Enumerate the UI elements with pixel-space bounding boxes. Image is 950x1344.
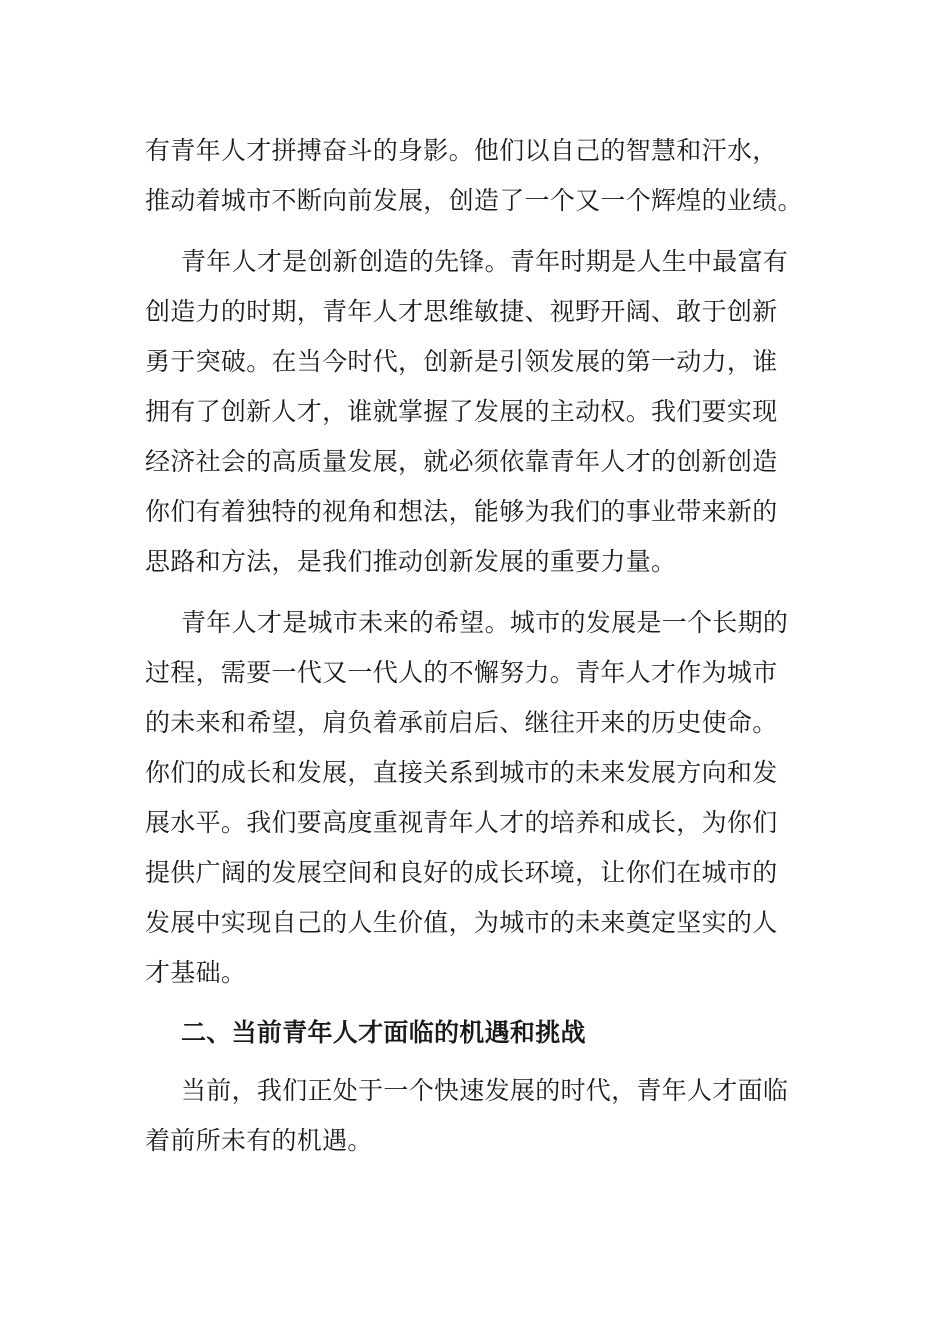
paragraph-line: 青年人才是城市未来的希望。城市的发展是一个长期的 [181, 608, 789, 637]
paragraph-line: 创造力的时期，青年人才思维敏捷、视野开阔、敢于创新 [145, 297, 778, 326]
paragraph-line: 推动着城市不断向前发展，创造了一个又一个辉煌的业绩。 [145, 186, 803, 215]
paragraph-line: 发展中实现自己的人生价值，为城市的未来奠定坚实的人 [145, 908, 778, 937]
paragraph-line: 才基础。 [145, 958, 247, 987]
paragraph-line: 你们有着独特的视角和想法，能够为我们的事业带来新的 [145, 497, 778, 526]
paragraph-line: 的未来和希望，肩负着承前启后、继往开来的历史使命。 [145, 708, 778, 737]
paragraph-line: 思路和方法，是我们推动创新发展的重要力量。 [145, 547, 677, 576]
paragraph-line: 当前，我们正处于一个快速发展的时代，青年人才面临 [181, 1076, 789, 1105]
paragraph-line: 勇于突破。在当今时代，创新是引领发展的第一动力，谁 [145, 347, 778, 376]
paragraph-line: 着前所未有的机遇。 [145, 1126, 373, 1155]
paragraph-line: 过程，需要一代又一代人的不懈努力。青年人才作为城市 [145, 658, 778, 687]
paragraph-line: 经济社会的高质量发展，就必须依靠青年人才的创新创造 [145, 447, 778, 476]
paragraph-line: 有青年人才拼搏奋斗的身影。他们以自己的智慧和汗水， [145, 136, 778, 165]
paragraph-line: 提供广阔的发展空间和良好的成长环境，让你们在城市的 [145, 858, 778, 887]
paragraph-line: 你们的成长和发展，直接关系到城市的未来发展方向和发 [145, 758, 778, 787]
paragraph-line: 青年人才是创新创造的先锋。青年时期是人生中最富有 [181, 247, 789, 276]
paragraph-line: 拥有了创新人才，谁就掌握了发展的主动权。我们要实现 [145, 397, 778, 426]
paragraph-line: 展水平。我们要高度重视青年人才的培养和成长，为你们 [145, 808, 778, 837]
section-heading: 二、当前青年人才面临的机遇和挑战 [181, 1018, 586, 1047]
